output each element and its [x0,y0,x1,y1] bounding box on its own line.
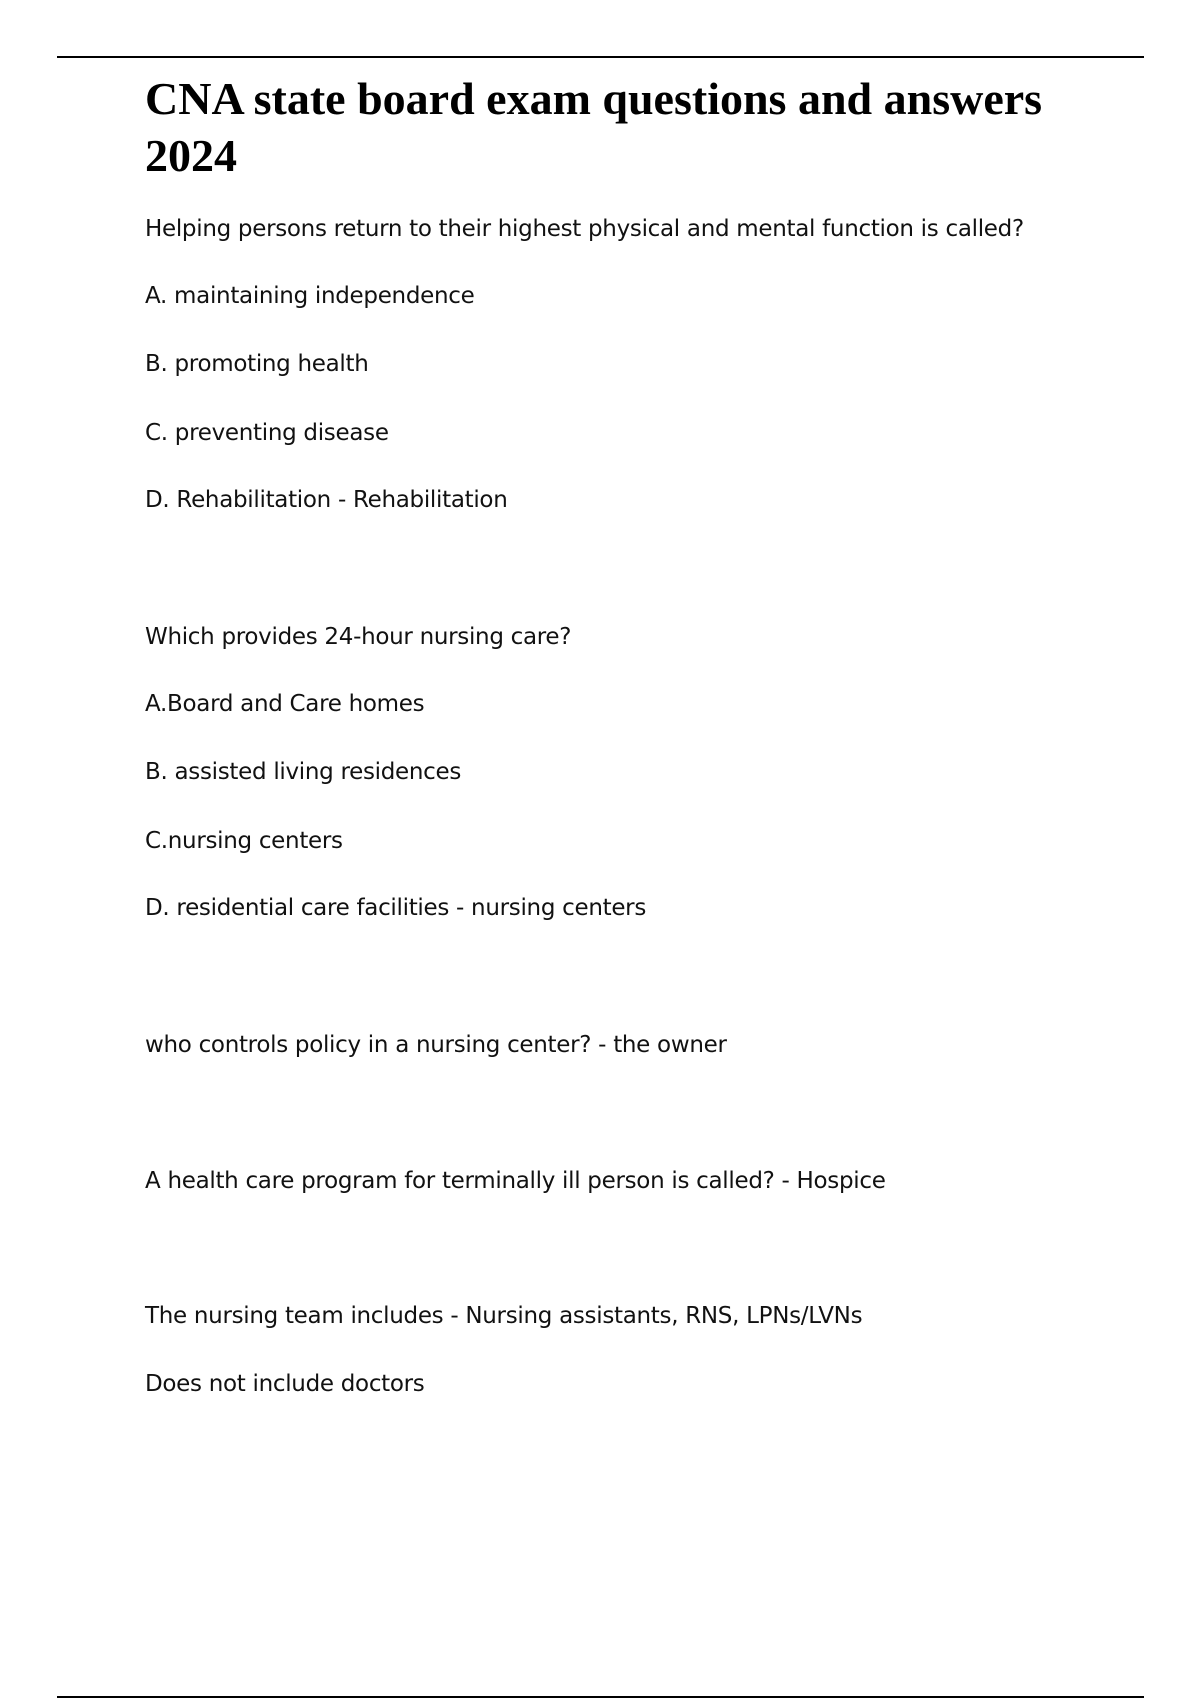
question-1-option-b: B. promoting health [145,351,369,377]
question-2-option-c: C.nursing centers [145,828,343,854]
question-2-option-a: A.Board and Care homes [145,691,425,717]
question-3-text-answer: who controls policy in a nursing center? - the owner [145,1032,727,1058]
top-divider [57,56,1144,58]
question-4-text-answer: A health care program for terminally ill person is called? - Hospice [145,1168,886,1194]
question-2-option-d-answer: D. residential care facilities - nursing centers [145,895,647,921]
question-5-text-answer: The nursing team includes - Nursing assistants, RNS, LPNs/LVNs [145,1303,863,1329]
question-2-text: Which provides 24-hour nursing care? [145,624,572,650]
question-1-option-c: C. preventing disease [145,420,389,446]
question-1-text: Helping persons return to their highest physical and mental function is called? [145,216,1024,242]
page-title: CNA state board exam questions and answers 2024 [145,73,1043,181]
question-1-option-d-answer: D. Rehabilitation - Rehabilitation [145,487,508,513]
question-1-option-a: A. maintaining independence [145,283,475,309]
bottom-divider [57,1696,1144,1698]
question-2-option-b: B. assisted living residences [145,759,462,785]
question-5-note: Does not include doctors [145,1371,425,1397]
